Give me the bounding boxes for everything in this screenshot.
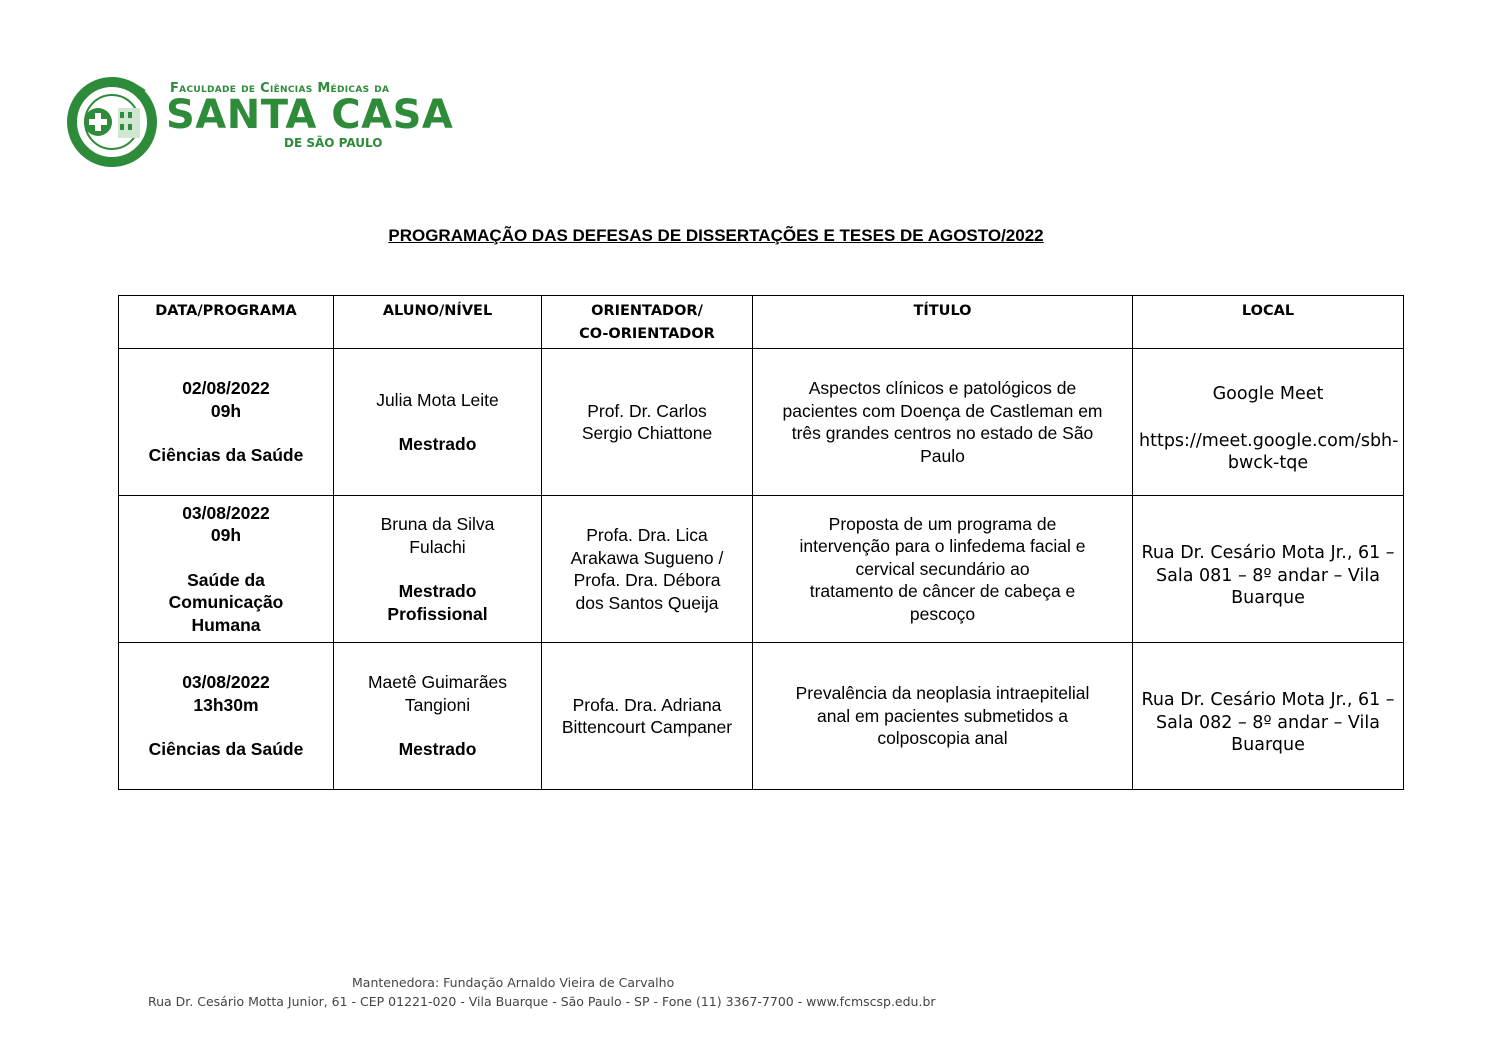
institution-logo [66, 74, 454, 168]
location-line: Rua Dr. Cesário Mota Jr., 61 – [1141, 543, 1395, 564]
logo-santa-casa-text: SANTA CASA [166, 92, 454, 138]
cell-date-program [119, 496, 334, 643]
cell-location [1133, 496, 1404, 643]
meet-link-cont[interactable]: bwck-tqe [1227, 453, 1309, 474]
advisor-line: Profa. Dra. Débora [573, 570, 721, 590]
table-row [119, 496, 1404, 643]
location-line: Sala 082 – 8º andar – Vila [1156, 712, 1380, 733]
header-data-programa: DATA/PROGRAMA [119, 296, 334, 349]
thesis-title-line: cervical secundário ao [855, 558, 1030, 579]
header-local: LOCAL [1133, 296, 1404, 349]
header-orientador-line2: CO-ORIENTADOR [579, 326, 715, 342]
student-name: Bruna da Silva [380, 514, 495, 534]
advisor-line: Sergio Chiattone [581, 423, 713, 443]
cell-student-level [334, 643, 542, 790]
advisor-line: Profa. Dra. Adriana [572, 694, 722, 715]
thesis-title-line: pescoço [909, 603, 976, 624]
advisor-line: Bittencourt Campaner [561, 717, 733, 737]
location-line: Sala 081 – 8º andar – Vila [1156, 565, 1380, 586]
thesis-title-line: tratamento de câncer de cabeça e [809, 581, 1076, 602]
defense-time: 13h30m [193, 694, 259, 715]
location-line: Rua Dr. Cesário Mota Jr., 61 – [1141, 690, 1395, 711]
thesis-title-line: anal em pacientes submetidos a [817, 705, 1068, 726]
level: Mestrado [398, 581, 477, 601]
cell-title [753, 643, 1133, 790]
thesis-title-line: três grandes centros no estado de São [791, 423, 1094, 443]
location-line: Buarque [1231, 588, 1305, 609]
table-row [119, 643, 1404, 790]
thesis-title-line: Aspectos clínicos e patológicos de [808, 378, 1077, 398]
footer-address: Rua Dr. Cesário Motta Junior, 61 - CEP 01221-020 - Vila Buarque - São Paulo - SP - Fone (11) 3367-7700 - www.fcmscsp.edu.br [148, 994, 936, 1009]
cell-date-program [119, 349, 334, 496]
student-name: Tangioni [404, 694, 471, 715]
footer-maintainer: Mantenedora: Fundação Arnaldo Vieira de Carvalho [352, 975, 675, 990]
cell-student-level [334, 349, 542, 496]
program-name: Ciências da Saúde [148, 445, 304, 466]
location-line: Buarque [1231, 735, 1305, 756]
advisor-line: Arakawa Sugueno / [570, 547, 724, 568]
header-orientador [542, 296, 753, 349]
cell-advisor [542, 349, 753, 496]
level: Mestrado [398, 739, 477, 760]
defense-time: 09h [210, 400, 242, 421]
cell-title [753, 496, 1133, 643]
thesis-title-line: intervenção para o linfedema facial e [799, 536, 1086, 557]
cell-location [1133, 643, 1404, 790]
cell-student-level [334, 496, 542, 643]
logo-faculty-text: Faculdade de Ciências Médicas da [170, 81, 390, 96]
header-orientador-line1: ORIENTADOR/ [591, 303, 703, 319]
defense-date: 03/08/2022 [182, 502, 270, 523]
student-name: Julia Mota Leite [376, 389, 499, 410]
thesis-title-line: Prevalência da neoplasia intraepitelial [795, 683, 1090, 704]
location-line: Google Meet [1212, 384, 1324, 405]
thesis-title-line: pacientes com Doença de Castleman em [782, 400, 1103, 421]
advisor-line: Profa. Dra. Lica [586, 525, 708, 545]
cell-advisor [542, 496, 753, 643]
defense-schedule-table [118, 295, 1404, 790]
defense-date: 02/08/2022 [182, 378, 270, 399]
defense-time: 09h [210, 525, 242, 546]
level: Mestrado [398, 434, 477, 454]
meet-link[interactable]: https://meet.google.com/sbh- [1139, 430, 1399, 451]
header-aluno-nivel: ALUNO/NÍVEL [334, 296, 542, 349]
program-name: Comunicação [168, 592, 284, 613]
thesis-title-line: Proposta de um programa de [828, 513, 1057, 534]
cell-date-program [119, 643, 334, 790]
cell-advisor [542, 643, 753, 790]
program-name: Saúde da [187, 569, 265, 590]
logo-city-text: DE SÃO PAULO [284, 136, 383, 150]
cell-title [753, 349, 1133, 496]
program-name: Humana [191, 614, 261, 635]
header-titulo: TÍTULO [753, 296, 1133, 349]
program-name: Ciências da Saúde [148, 739, 304, 760]
thesis-title-line: Paulo [920, 445, 965, 466]
advisor-line: Prof. Dr. Carlos [587, 400, 707, 421]
santa-casa-emblem-icon [66, 74, 162, 168]
advisor-line: dos Santos Queija [575, 592, 719, 613]
student-name: Fulachi [409, 536, 466, 557]
document-title: PROGRAMAÇÃO DAS DEFESAS DE DISSERTAÇÕES E TESES DE AGOSTO/2022 [388, 226, 1044, 245]
table-header-row [119, 296, 1404, 349]
defense-date: 03/08/2022 [182, 672, 270, 693]
student-name: Maetê Guimarães [367, 672, 508, 693]
table-row [119, 349, 1404, 496]
thesis-title-line: colposcopia anal [877, 728, 1008, 749]
cell-location [1133, 349, 1404, 496]
level: Profissional [387, 603, 488, 624]
